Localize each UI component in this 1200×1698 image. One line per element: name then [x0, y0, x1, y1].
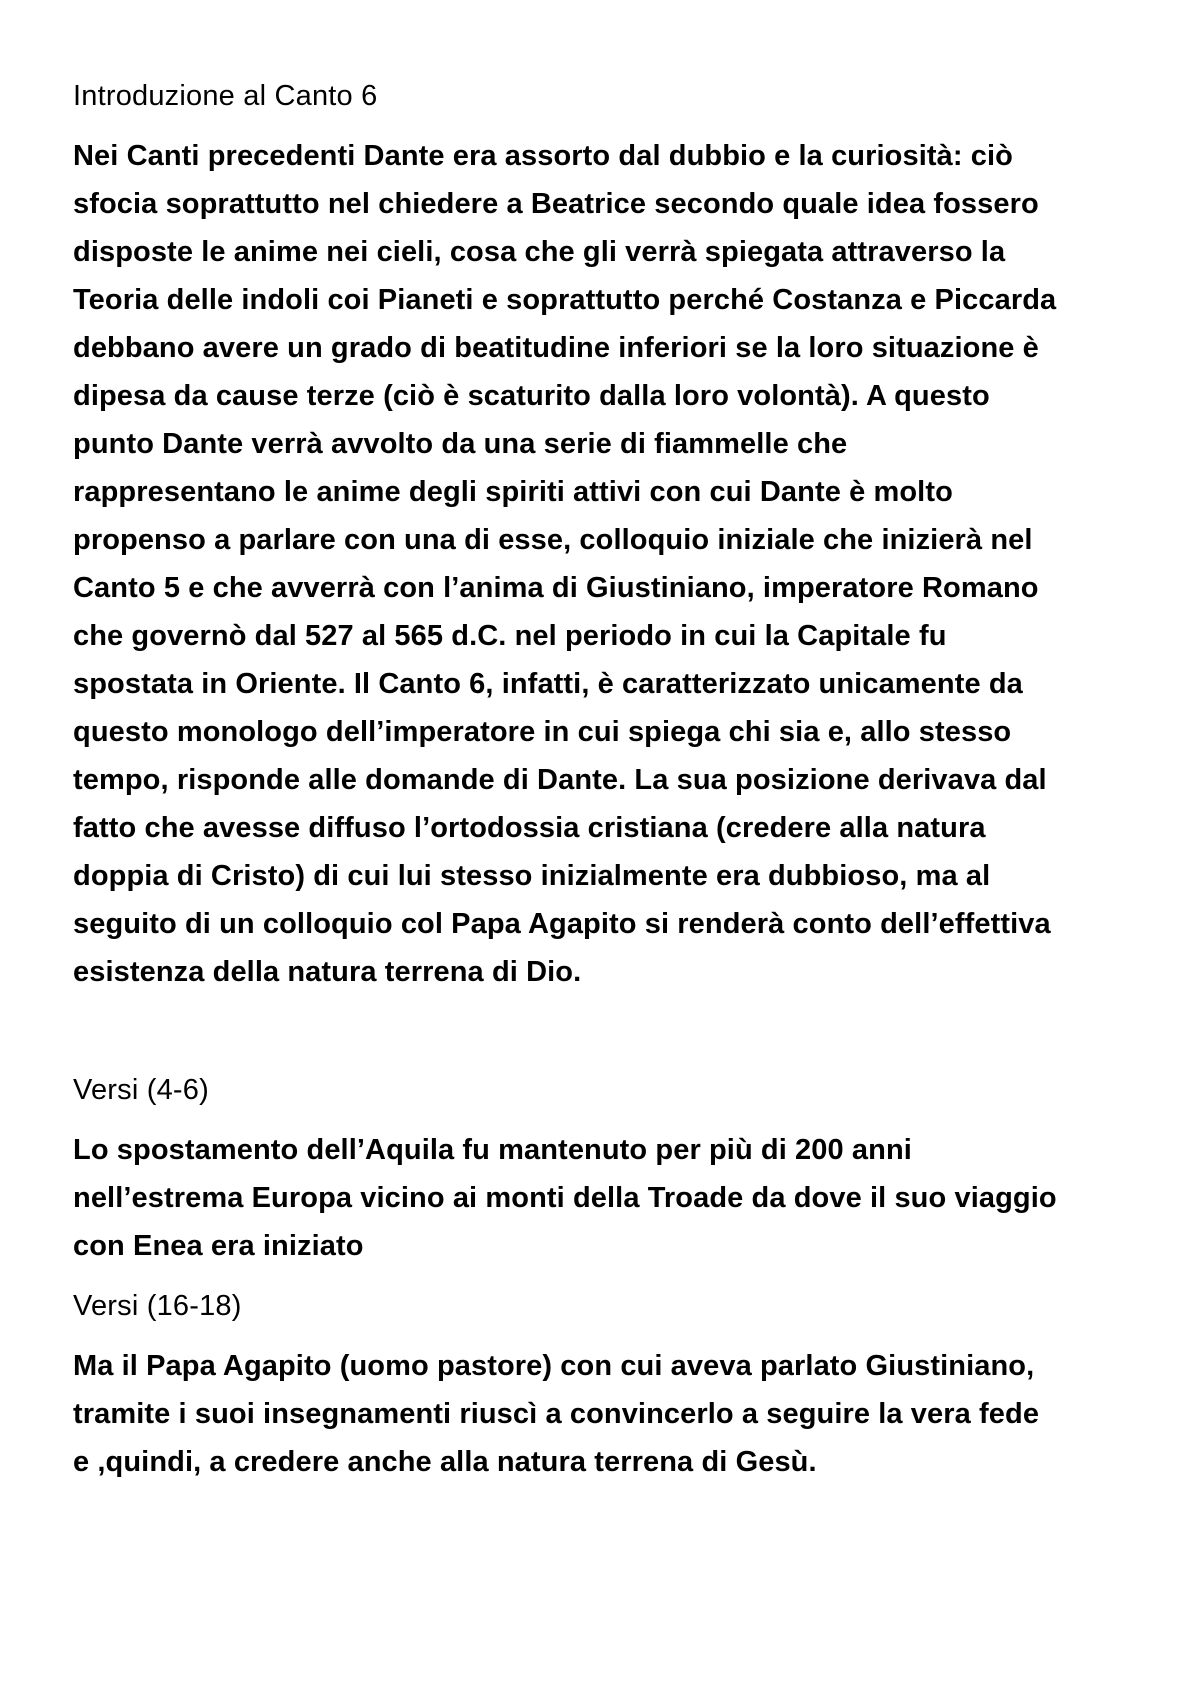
intro-line: che governò dal 527 al 565 d.C. nel periodo in cui la Capitale fu	[73, 620, 947, 652]
versi-16-18-heading: Versi (16-18)	[73, 1290, 242, 1322]
versi-4-6-line: Lo spostamento dell’Aquila fu mantenuto per più di 200 anni	[73, 1134, 912, 1166]
intro-heading: Introduzione al Canto 6	[73, 80, 378, 112]
intro-line: disposte le anime nei cieli, cosa che gli verrà spiegata attraverso la	[73, 236, 1006, 268]
versi-4-6-line: con Enea era iniziato	[73, 1230, 364, 1262]
intro-line: punto Dante verrà avvolto da una serie di fiammelle che	[73, 428, 848, 460]
intro-line: seguito di un colloquio col Papa Agapito si renderà conto dell’effettiva	[73, 908, 1051, 940]
document-body	[73, 72, 1143, 1498]
intro-line: doppia di Cristo) di cui lui stesso inizialmente era dubbioso, ma al	[73, 860, 991, 892]
versi-16-18-line: tramite i suoi insegnamenti riuscì a convincerlo a seguire la vera fede	[73, 1398, 1040, 1430]
versi-16-18-line: Ma il Papa Agapito (uomo pastore) con cui aveva parlato Giustiniano,	[73, 1350, 1035, 1382]
intro-line: Teoria delle indoli coi Pianeti e soprattutto perché Costanza e Piccarda	[73, 284, 1057, 316]
intro-line: debbano avere un grado di beatitudine inferiori se la loro situazione è	[73, 332, 1039, 364]
versi-4-6-line: nell’estrema Europa vicino ai monti della Troade da dove il suo viaggio	[73, 1182, 1057, 1214]
intro-paragraph	[73, 132, 1143, 996]
intro-line: rappresentano le anime degli spiriti attivi con cui Dante è molto	[73, 476, 953, 508]
intro-line: Canto 5 e che avverrà con l’anima di Giustiniano, imperatore Romano	[73, 572, 1039, 604]
intro-line: questo monologo dell’imperatore in cui spiega chi sia e, allo stesso	[73, 716, 1012, 748]
intro-line: sfocia soprattutto nel chiedere a Beatrice secondo quale idea fossero	[73, 188, 1039, 220]
intro-line: tempo, risponde alle domande di Dante. La sua posizione derivava dal	[73, 764, 1047, 796]
section-spacer	[73, 1008, 1143, 1066]
intro-line: fatto che avesse diffuso l’ortodossia cristiana (credere alla natura	[73, 812, 986, 844]
versi-4-6-heading: Versi (4-6)	[73, 1074, 209, 1106]
intro-line: spostata in Oriente. Il Canto 6, infatti, è caratterizzato unicamente da	[73, 668, 1023, 700]
intro-line: Nei Canti precedenti Dante era assorto dal dubbio e la curiosità: ciò	[73, 140, 1013, 172]
versi-16-18-line: e ,quindi, a credere anche alla natura terrena di Gesù.	[73, 1446, 817, 1478]
versi-16-18-paragraph	[73, 1342, 1143, 1486]
intro-line: dipesa da cause terze (ciò è scaturito dalla loro volontà). A questo	[73, 380, 990, 412]
intro-line: propenso a parlare con una di esse, colloquio iniziale che inizierà nel	[73, 524, 1033, 556]
intro-line: esistenza della natura terrena di Dio.	[73, 956, 582, 988]
versi-4-6-paragraph	[73, 1126, 1143, 1270]
